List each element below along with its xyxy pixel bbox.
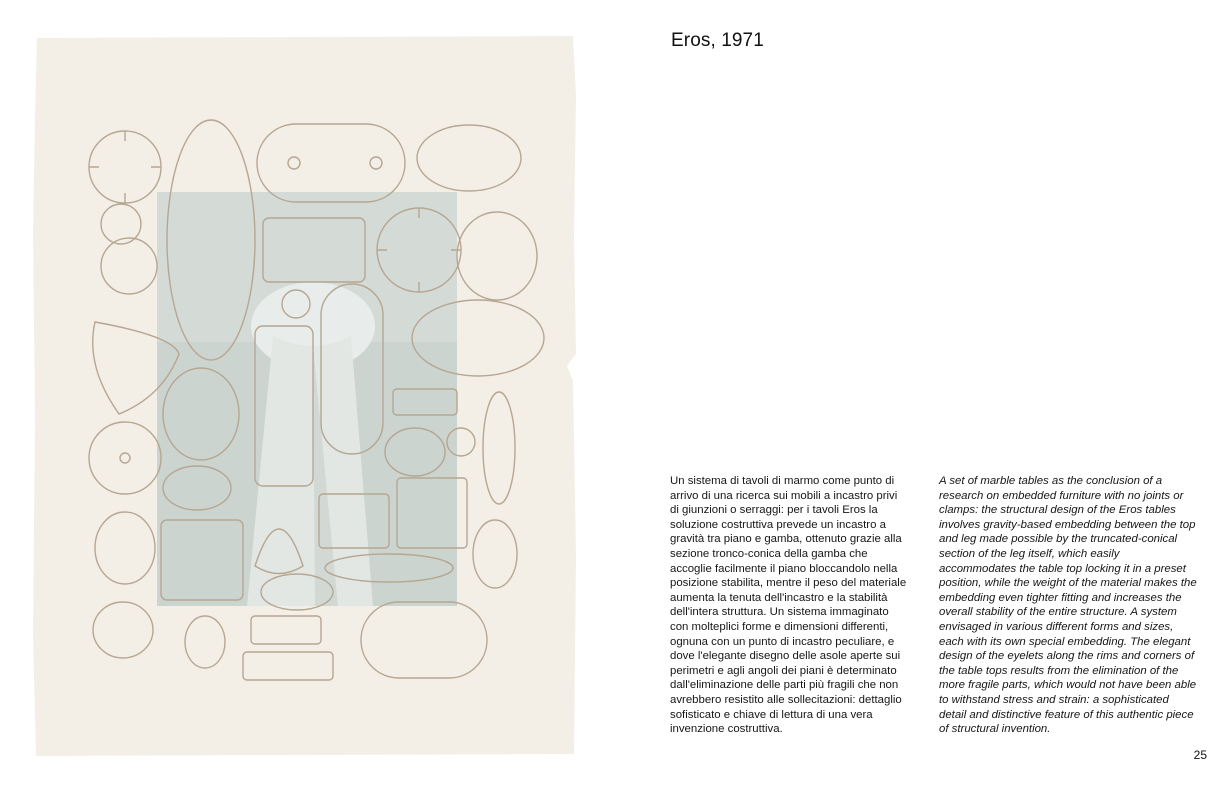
page-number: 25 bbox=[1193, 748, 1207, 762]
table-tops-drawing bbox=[33, 36, 579, 756]
left-page bbox=[0, 0, 613, 791]
italian-text-column: Un sistema di tavoli di marmo come punto di arrivo di una ricerca sui mobili a incastro privi di giunzioni o serraggi: per i tavoli Eros la soluzione costruttiva prevede un incastro a gravità tra piano e gamba, ottenuto grazie alla sezione tronco-conica della gamba che accoglie facilmente il piano bloccandolo nella posizione stabilita, mentre il peso del materiale aumenta la tenuta dell'incastro e la stabilità dell'intera struttura. Un sistema immaginato con molteplici forme e dimensioni differenti, ognuna con un punto di incastro peculiare, e dove l'elegante disegno delle asole aperte sui perimetri e agli angoli dei piani è determinato dall'eliminazione delle parti più fragili che non avrebbero resistito alle sollecitazioni: dettaglio sofisticato e chiave di lettura di una vera invenzione costruttiva. bbox=[670, 475, 907, 736]
right-page bbox=[613, 0, 1227, 791]
drawing-sheet bbox=[33, 36, 579, 756]
table-photo bbox=[157, 192, 457, 606]
page-title: Eros, 1971 bbox=[671, 30, 764, 51]
english-text-column: A set of marble tables as the conclusion of a research on embedded furniture with no joints or clamps: the structural design of the Eros tables involves gravity-based embedding between the top and leg made possible by the truncated-conical section of the leg itself, which easily accommodates the table top locking it in a preset position, while the weight of the material makes the embedding even tighter fitting and increases the overall stability of the entire structure. A system envisaged in various different forms and sizes, each with its own special embedding. The elegant design of the eyelets along the rims and corners of the table tops results from the elimination of the more fragile parts, which would not have been able to withstand stress and strain: a sophisticated detail and distinctive feature of this authentic piece of structural invention. bbox=[939, 475, 1197, 736]
